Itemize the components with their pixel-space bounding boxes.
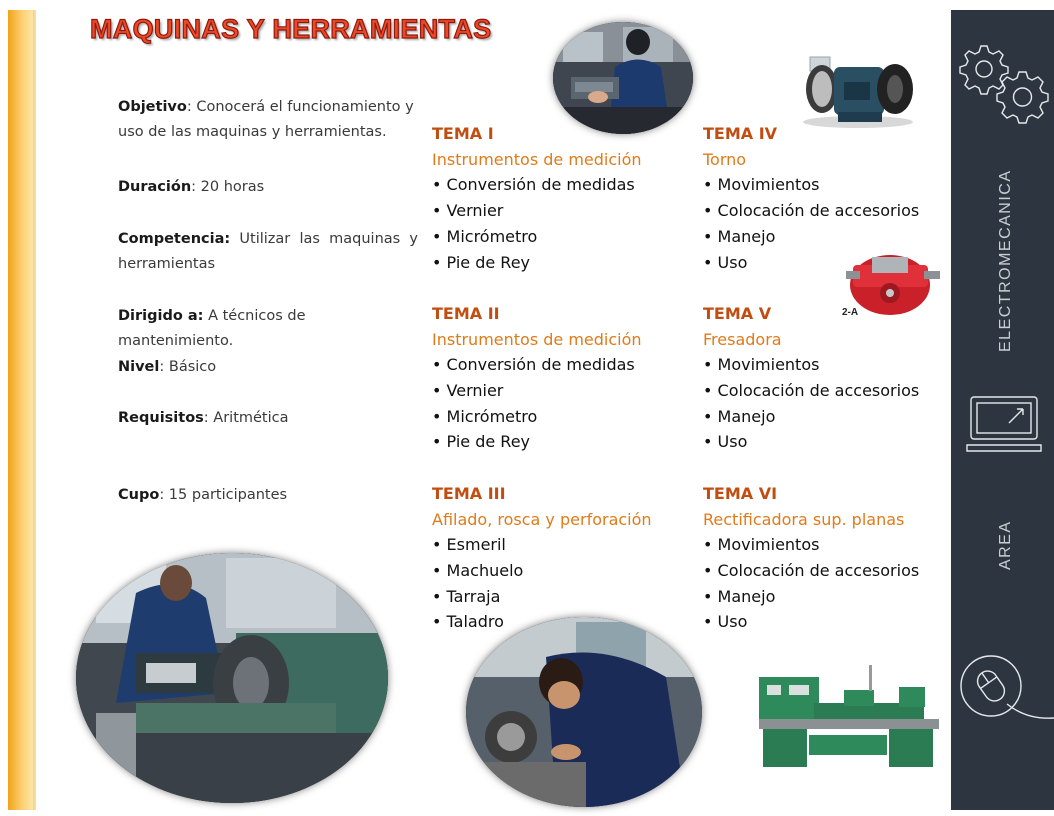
requisitos-line bbox=[118, 406, 418, 431]
tema-subtitle: Torno bbox=[703, 149, 747, 169]
cupo-line bbox=[118, 483, 418, 508]
tema-3 bbox=[432, 481, 652, 635]
tema-subtitle: Instrumentos de medición bbox=[432, 149, 642, 169]
right-sidebar bbox=[951, 10, 1054, 810]
tema-subtitle: Instrumentos de medición bbox=[432, 329, 642, 349]
green-lathe-image bbox=[749, 655, 949, 773]
requisitos-label: Requisitos bbox=[118, 410, 204, 426]
list-item: • Colocación de accesorios bbox=[703, 558, 919, 584]
grinding-photo bbox=[466, 617, 702, 807]
page-title: MAQUINAS Y HERRAMIENTAS bbox=[90, 14, 492, 44]
list-item: • Colocación de accesorios bbox=[703, 378, 919, 404]
competencia-value-1: Utilizar las maquinas y bbox=[239, 231, 418, 247]
gears-icon bbox=[955, 36, 1051, 132]
tema-title: TEMA I bbox=[432, 124, 494, 143]
list-item: • Machuelo bbox=[432, 558, 652, 584]
list-item: • Uso bbox=[703, 429, 919, 455]
tema-subtitle: Afilado, rosca y perforación bbox=[432, 509, 652, 529]
temas-left-column bbox=[432, 121, 652, 635]
tema-title: TEMA IV bbox=[703, 124, 778, 143]
tema-6 bbox=[703, 481, 919, 635]
duracion-line bbox=[118, 175, 418, 200]
list-item: • Uso bbox=[703, 609, 919, 635]
tema-2 bbox=[432, 301, 652, 455]
tema-title: TEMA V bbox=[703, 303, 772, 323]
workshop-photo-top bbox=[553, 22, 693, 134]
tema-subtitle: Fresadora bbox=[703, 329, 782, 349]
list-item: • Conversión de medidas bbox=[432, 352, 652, 378]
objetivo-line bbox=[118, 95, 418, 145]
list-item: • Micrómetro bbox=[432, 224, 652, 250]
list-item: • Vernier bbox=[432, 378, 652, 404]
vise-caption: 2-A bbox=[842, 307, 859, 318]
orange-accent-bar bbox=[8, 10, 34, 810]
list-item: • Manejo bbox=[703, 404, 919, 430]
list-item: • Movimientos bbox=[703, 532, 919, 558]
nivel-label: Nivel bbox=[118, 359, 160, 375]
list-item: • Colocación de accesorios bbox=[703, 198, 919, 224]
tema-subtitle: Rectificadora sup. planas bbox=[703, 509, 905, 529]
nivel-line bbox=[118, 355, 418, 380]
tema-title: TEMA III bbox=[432, 483, 506, 503]
list-item: • Pie de Rey bbox=[432, 250, 652, 276]
lathe-workshop-photo bbox=[76, 553, 388, 803]
tema-title: TEMA VI bbox=[703, 483, 778, 503]
list-item: • Micrómetro bbox=[432, 404, 652, 430]
sidebar-label-area: AREA bbox=[997, 520, 1014, 570]
cupo-label: Cupo bbox=[118, 487, 160, 503]
list-item: • Pie de Rey bbox=[432, 429, 652, 455]
objetivo-label: Objetivo bbox=[118, 99, 187, 115]
list-item: • Manejo bbox=[703, 224, 919, 250]
orange-accent-edge bbox=[33, 10, 36, 810]
tema-5 bbox=[703, 301, 919, 455]
temas-right-column bbox=[703, 121, 919, 635]
dirigido-line bbox=[118, 304, 418, 354]
tema-1 bbox=[432, 121, 652, 275]
requisitos-value: : Aritmética bbox=[203, 410, 289, 426]
list-item: • Conversión de medidas bbox=[432, 172, 652, 198]
mouse-icon bbox=[957, 642, 1054, 732]
laptop-icon bbox=[965, 393, 1045, 473]
list-item: • Taladro bbox=[432, 609, 652, 635]
competencia-value-2: herramientas bbox=[118, 256, 216, 272]
competencia-line-2 bbox=[118, 252, 418, 277]
nivel-value: : Básico bbox=[159, 359, 217, 375]
list-item: • Manejo bbox=[703, 584, 919, 610]
bench-grinder-image bbox=[788, 42, 926, 132]
duracion-value: : 20 horas bbox=[191, 179, 265, 195]
objetivo-value: : Conocerá el funcionamiento y uso de las maquinas y herramientas. bbox=[118, 99, 414, 140]
dirigido-value: A técnicos de mantenimiento. bbox=[118, 308, 306, 349]
duracion-label: Duración bbox=[118, 179, 192, 195]
cupo-value: : 15 participantes bbox=[159, 487, 288, 503]
list-item: • Esmeril bbox=[432, 532, 652, 558]
list-item: • Vernier bbox=[432, 198, 652, 224]
sidebar-label-electromecanica: ELECTROMECANICA bbox=[997, 169, 1014, 352]
competencia-label: Competencia: bbox=[118, 231, 231, 247]
machine-vise-image bbox=[838, 245, 943, 323]
tema-title: TEMA II bbox=[432, 303, 500, 323]
list-item: • Movimientos bbox=[703, 172, 919, 198]
list-item: • Tarraja bbox=[432, 584, 652, 610]
dirigido-label: Dirigido a: bbox=[118, 308, 204, 324]
competencia-line bbox=[118, 227, 418, 252]
list-item: • Movimientos bbox=[703, 352, 919, 378]
list-item: • Uso bbox=[703, 250, 919, 276]
